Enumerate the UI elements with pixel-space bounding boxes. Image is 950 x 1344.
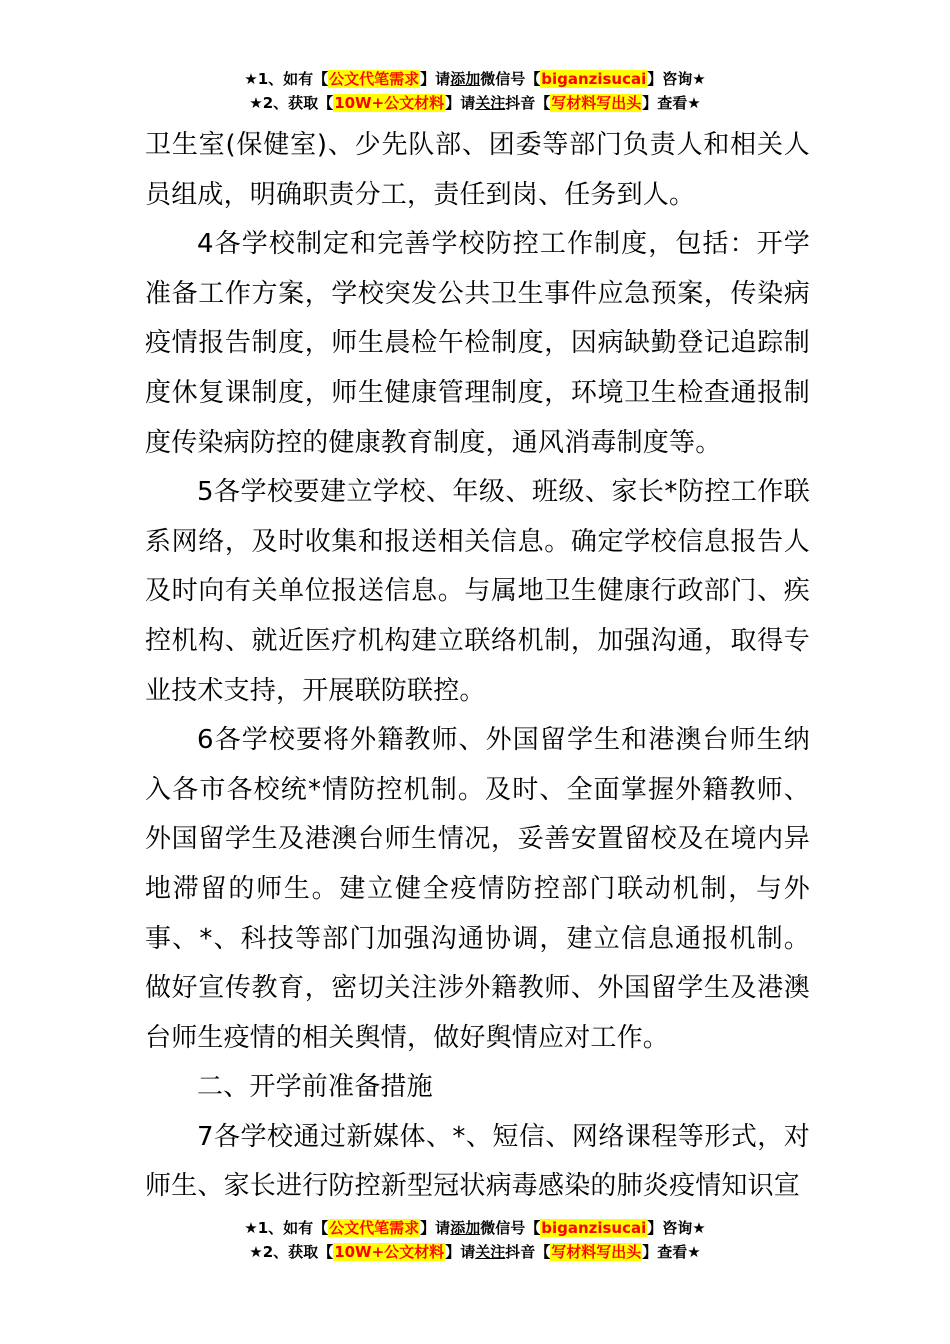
- paragraph-continuation: 卫生室(保健室)、少先队部、团委等部门负责人和相关人员组成，明确职责分工，责任到岗、任务到人。: [145, 130, 810, 210]
- header-banner: [0, 67, 950, 115]
- highlight-douyin: 写材料写出头: [551, 1243, 642, 1261]
- highlight-douyin: 写材料写出头: [551, 94, 642, 112]
- highlight-service: 公文代笔需求: [329, 1219, 420, 1237]
- banner-line-1: ★1、如有【公文代笔需求】请添加微信号【biganzisucai】咨询★: [244, 1219, 706, 1237]
- footer-banner: [0, 1216, 950, 1264]
- paragraph-item-4: 4各学校制定和完善学校防控工作制度，包括：开学准备工作方案，学校突发公共卫生事件应急预案，传染病疫情报告制度，师生晨检午检制度，因病缺勤登记追踪制度休复课制度，师生健康管理制度，环境卫生检查通报制度传染病防控的健康教育制度，通风消毒制度等。: [145, 229, 810, 458]
- document-body: [145, 121, 810, 1212]
- highlight-materials: 10W+公文材料: [334, 94, 445, 112]
- paragraph-item-7: 7各学校通过新媒体、*、短信、网络课程等形式，对师生、家长进行防控新型冠状病毒感染的肺炎疫情知识宣: [145, 1121, 810, 1202]
- section-heading: 二、开学前准备措施: [197, 1072, 433, 1103]
- banner-line-1: ★1、如有【公文代笔需求】请添加微信号【biganzisucai】咨询★: [244, 70, 706, 88]
- banner-line-2: ★2、获取【10W+公文材料】请关注抖音【写材料写出头】查看★: [249, 1243, 701, 1261]
- paragraph-item-6: 6各学校要将外籍教师、外国留学生和港澳台师生纳入各市各校统*情防控机制。及时、全面掌握外籍教师、外国留学生及港澳台师生情况，妥善安置留校及在境内异地滞留的师生。建立健全疫情防控部门联动机制，与外事、*、科技等部门加强沟通协调，建立信息通报机制。做好宣传教育，密切关注涉外籍教师、外国留学生及港澳台师生疫情的相关舆情，做好舆情应对工作。: [145, 725, 810, 1053]
- highlight-materials: 10W+公文材料: [334, 1243, 445, 1261]
- paragraph-item-5: 5各学校要建立学校、年级、班级、家长*防控工作联系网络，及时收集和报送相关信息。确定学校信息报告人及时向有关单位报送信息。与属地卫生健康行政部门、疾控机构、就近医疗机构建立联络机制，加强沟通，取得专业技术支持，开展联防联控。: [145, 477, 810, 706]
- highlight-service: 公文代笔需求: [329, 70, 420, 88]
- highlight-wechat-id: biganzisucai: [541, 1219, 647, 1237]
- banner-line-2: ★2、获取【10W+公文材料】请关注抖音【写材料写出头】查看★: [249, 94, 701, 112]
- highlight-wechat-id: biganzisucai: [541, 70, 647, 88]
